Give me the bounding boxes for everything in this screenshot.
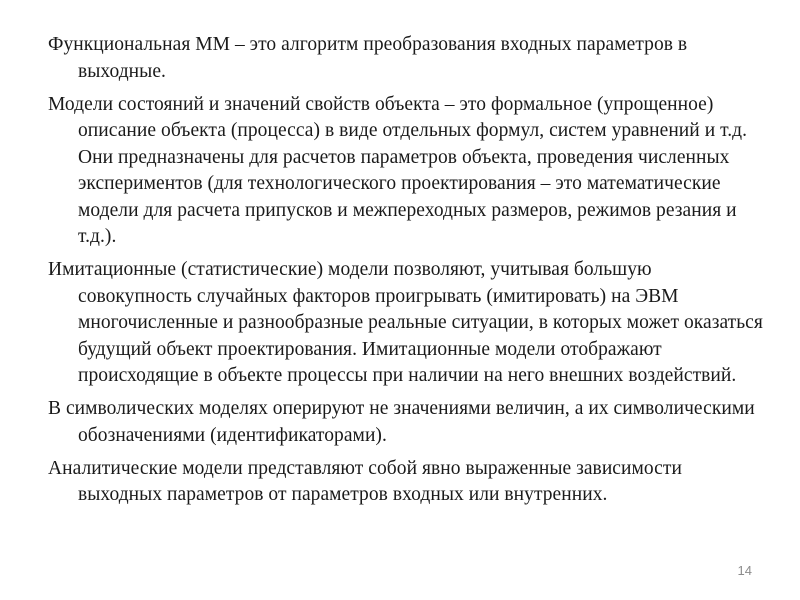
page-number: 14 <box>737 563 752 578</box>
paragraph-symbolic-models: В символических моделях оперируют не значениями величин, а их символическими обозначениями (идентификаторами). <box>48 398 755 446</box>
slide-content <box>48 32 763 515</box>
paragraph-functional-model: Функциональная ММ – это алгоритм преобразования входных параметров в выходные. <box>48 34 688 82</box>
paragraph-simulation-models: Имитационные (статистические) модели позволяют, учитывая большую совокупность случайных факторов проигрывать (имитировать) на ЭВМ многочисленные и разнообразные реальные ситуации, в которых может оказаться будущий объект проектирования. Имитационные модели отображают происходящие в объекте процессы при наличии на него внешних воздействий. <box>48 259 763 386</box>
paragraph-state-models: Модели состояний и значений свойств объекта – это формальное (упрощенное) описание объекта (процесса) в виде отдельных формул, систем уравнений и т.д. Они предназначены для расчетов параметров объекта, проведения численных экспериментов (для технологического проектирования – это математические модели для расчета припусков и межпереходных размеров, режимов резания и т.д.). <box>48 93 748 247</box>
paragraph-analytical-models: Аналитические модели представляют собой явно выраженные зависимости выходных параметров от параметров входных или внутренних. <box>48 457 682 505</box>
